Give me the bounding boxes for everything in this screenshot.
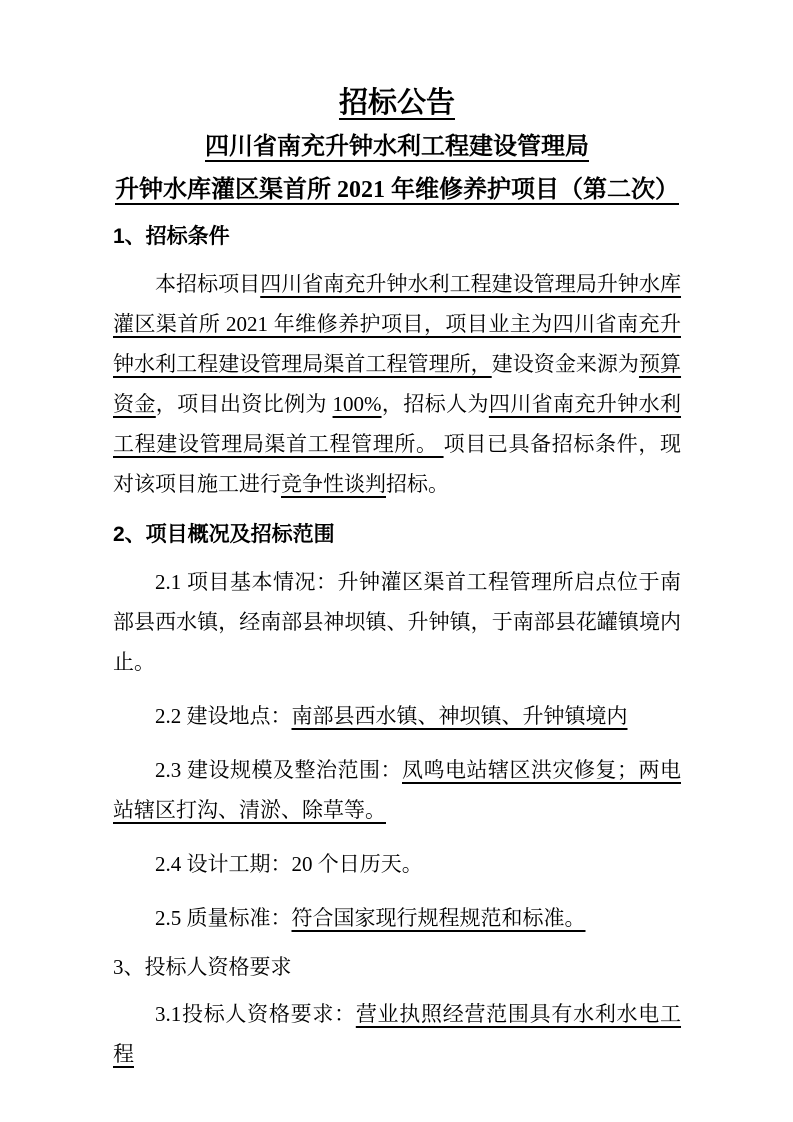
text-run-underlined: 预算资金 [113,352,682,416]
text-run: ，项目出资比例为 [155,392,333,416]
text-run: 3.1投标人资格要求： [155,1002,356,1026]
section1-heading: 1、招标条件 [113,225,230,248]
text-run: ，招标人为 [381,392,489,416]
section2-item-2-2 [113,696,681,736]
subtitle-project-name: 升钟水库灌区渠首所 2021 年维修养护项目（第二次） [115,177,679,203]
section2-item-2-3 [113,750,681,830]
section3-item-3-1 [113,994,681,1074]
text-run: 2.5 质量标准： [155,906,292,930]
text-run: 本招标项目 [155,272,261,296]
text-run-underlined: 营业执照经营范围具有水利水电工程 [113,1002,682,1066]
section2-item-2-5 [113,898,681,938]
text-run-underlined: 凤鸣电站辖区洪灾修复；两电站辖区打沟、清淤、除草等。 [113,758,681,822]
text-run-underlined: 南部县西水镇、神坝镇、升钟镇境内 [291,704,628,728]
section2-item-2-1 [113,562,681,682]
text-run: 2.3 建设规模及整治范围： [155,758,402,782]
text-run: 建设资金来源为 [491,352,639,376]
section3-heading: 3、投标人资格要求 [113,955,292,979]
section2-heading: 2、项目概况及招标范围 [113,523,335,546]
page-title: 招标公告 [338,87,455,119]
section2-item-2-4 [113,844,681,884]
text-run: 2.1 项目基本情况：升钟灌区渠首工程管理所启点位于南部县西水镇，经南部县神坝镇、升钟镇，于南部县花罐镇境内止。 [113,570,681,674]
text-run-underlined: 100% [332,392,382,416]
text-run-underlined: 四川省南充升钟水利工程建设管理局渠首工程管理所。 [113,392,682,456]
text-run: 招标。 [386,472,449,496]
text-run: 项目已具备招标条件，现对该项目施工进行 [113,432,682,496]
subtitle-organization: 四川省南充升钟水利工程建设管理局 [205,134,589,160]
section1-paragraph [113,264,681,504]
text-run-underlined: 符合国家现行规程规范和标准。 [291,906,586,930]
text-run: 2.4 设计工期：20 个日历天。 [155,852,423,876]
text-run-underlined: 四川省南充升钟水利工程建设管理局升钟水库灌区渠首所 2021 年维修养护项目，项目业主为四川省南充升钟水利工程建设管理局渠首工程管理所， [113,272,682,376]
text-run-underlined: 竞争性谈判 [281,472,386,496]
text-run: 2.2 建设地点： [155,704,292,728]
